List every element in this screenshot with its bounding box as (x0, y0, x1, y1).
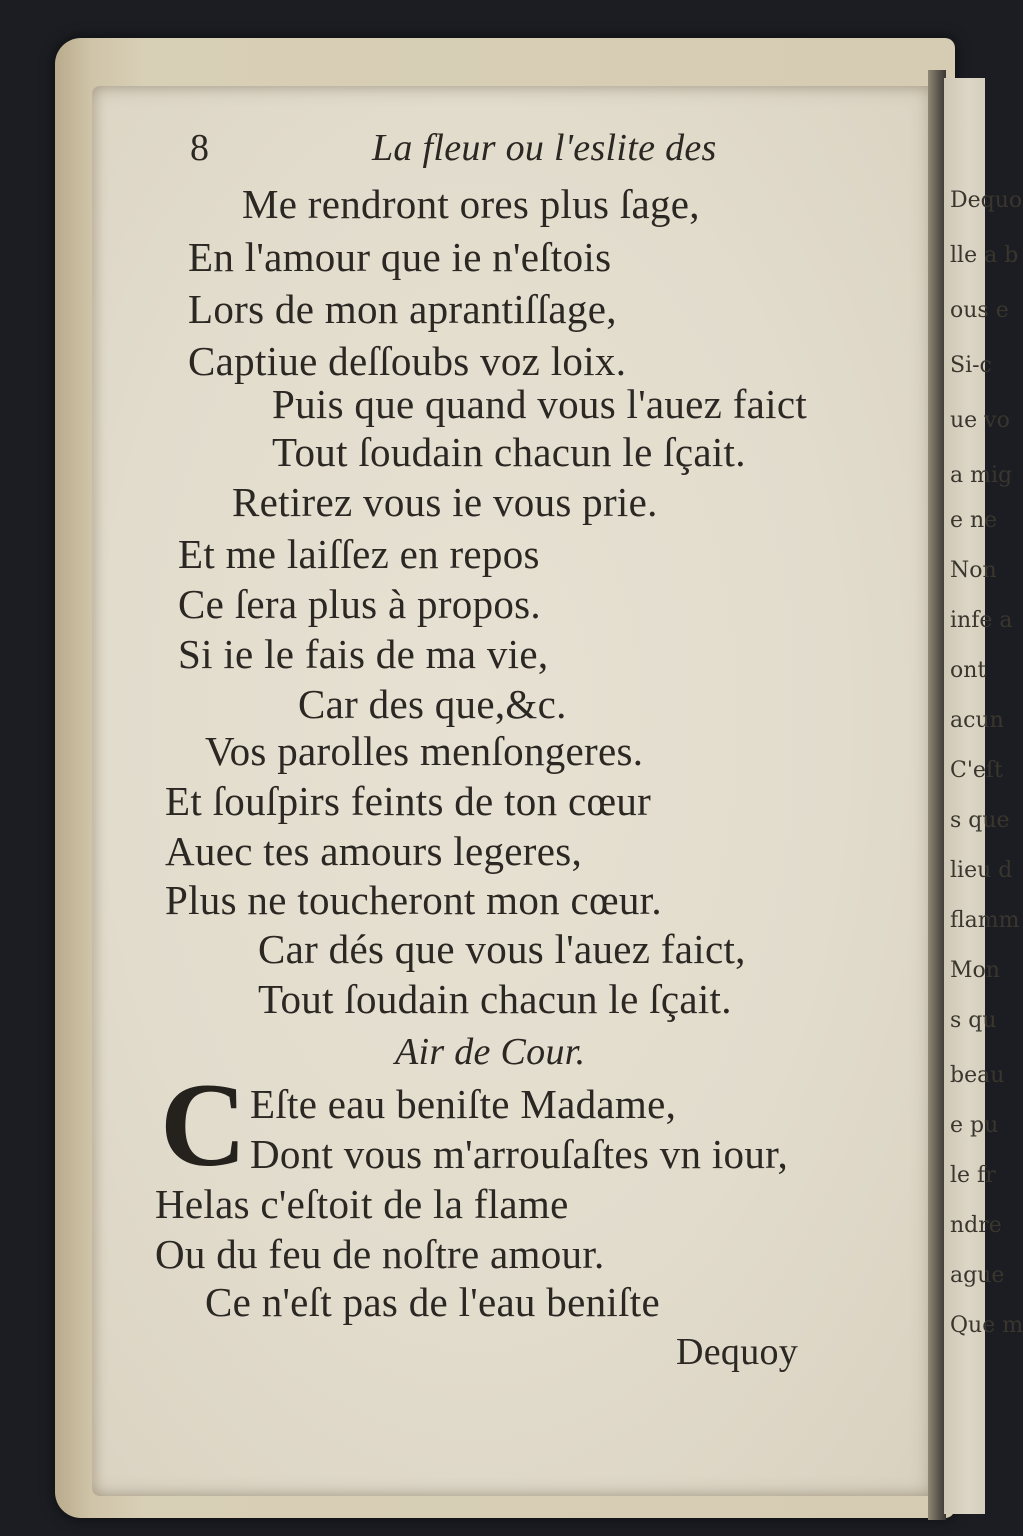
verse-line: Dont vous m'arrouſaſtes vn iour, (250, 1131, 789, 1177)
facing-fragment: ue vo (950, 408, 1010, 433)
verse-line: Tout ſoudain chacun le ſçait. (272, 429, 746, 475)
verse-line: Captiue deſſoubs voz loix. (188, 338, 627, 384)
verse-line: Lors de mon aprantiſſage, (188, 286, 617, 332)
verse-line: Auec tes amours legeres, (165, 828, 583, 874)
facing-fragment: lieu d (950, 858, 1013, 883)
verse-line: Ce n'eſt pas de l'eau beniſte (205, 1279, 660, 1325)
verse-line: Vos parolles menſongeres. (205, 728, 644, 774)
facing-fragment: acun (950, 708, 1004, 733)
section-title: Air de Cour. (395, 1031, 586, 1073)
verse-line: Et me laiſſez en repos (178, 531, 540, 577)
verse-line: Plus ne toucheront mon cœur. (165, 877, 662, 923)
verse-line: Car des que,&c. (298, 681, 567, 727)
verse-line: Retirez vous ie vous prie. (232, 479, 658, 525)
facing-fragment: Dequo (950, 188, 1023, 213)
facing-fragment: a mig (950, 463, 1013, 488)
facing-fragment: ous e (950, 298, 1009, 323)
facing-fragment: s qu (950, 1008, 997, 1033)
facing-fragment: ont (950, 658, 987, 683)
facing-fragment: e pu (950, 1113, 999, 1138)
verse-line: En l'amour que ie n'eſtois (188, 234, 612, 280)
verse-line: Helas c'eſtoit de la flame (155, 1181, 569, 1227)
verse-line: Eſte eau beniſte Madame, (250, 1081, 677, 1127)
verse-line: Tout ſoudain chacun le ſçait. (258, 976, 732, 1022)
facing-fragment: Non (950, 558, 997, 583)
catchword: Dequoy (676, 1331, 799, 1373)
facing-fragment: lle a b (950, 243, 1019, 268)
facing-fragment: ndre (950, 1213, 1002, 1238)
verse-line: Car dés que vous l'auez faict, (258, 926, 746, 972)
running-title: La fleur ou l'eslite des (372, 127, 717, 169)
facing-fragment: C'eſt (950, 758, 1003, 783)
verse-line: Et ſouſpirs feints de ton cœur (165, 778, 652, 824)
verse-line: Si ie le fais de ma vie, (178, 631, 549, 677)
facing-fragment: Mon (950, 958, 1000, 983)
facing-fragment: e ne (950, 508, 998, 533)
facing-page-edge (944, 78, 1023, 1514)
facing-fragment: Que m (950, 1313, 1023, 1338)
verse-line: Ce ſera plus à propos. (178, 581, 541, 627)
facing-fragment: ague (950, 1263, 1005, 1288)
verse-line: Me rendront ores plus ſage, (242, 181, 700, 227)
page-number: 8 (190, 127, 210, 169)
facing-fragment: infe a (950, 608, 1013, 633)
facing-fragment: s que (950, 808, 1010, 833)
facing-fragment: flamm (950, 908, 1020, 933)
facing-fragment: le fr (950, 1163, 996, 1188)
facing-fragment: beau (950, 1063, 1005, 1088)
verse-line: Ou du feu de noſtre amour. (155, 1231, 605, 1277)
drop-cap: C (160, 1058, 247, 1191)
verse-line: Puis que quand vous l'auez faict (272, 381, 808, 427)
facing-fragment: Si-c (950, 353, 992, 378)
